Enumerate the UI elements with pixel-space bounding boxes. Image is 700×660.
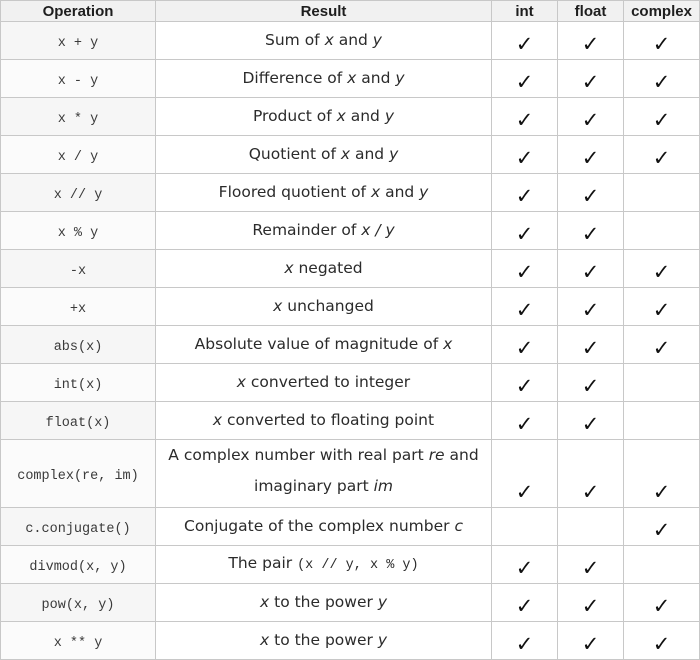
table-row [1, 212, 700, 250]
check-icon: ✓ [581, 594, 600, 618]
float-support-cell [558, 174, 624, 212]
float-support-cell [558, 60, 624, 98]
float-support-cell [558, 402, 624, 440]
table-row [1, 60, 700, 98]
check-icon: ✓ [581, 374, 600, 398]
result-cell: Difference of x and y [156, 60, 492, 98]
result-cell: x to the power y [156, 622, 492, 660]
operation-cell: -x [1, 250, 156, 288]
complex-support-cell [624, 250, 700, 288]
operation-cell: x % y [1, 212, 156, 250]
complex-support-cell [624, 622, 700, 660]
check-icon: ✓ [652, 518, 671, 542]
header-int: int [492, 1, 558, 22]
check-icon: ✓ [652, 298, 671, 322]
operation-cell: x / y [1, 136, 156, 174]
result-cell: Floored quotient of x and y [156, 174, 492, 212]
float-support-cell [558, 98, 624, 136]
float-support-cell [558, 546, 624, 584]
complex-support-cell [624, 546, 700, 584]
result-cell: The pair (x // y, x % y) [156, 546, 492, 584]
check-icon: ✓ [581, 146, 600, 170]
check-icon: ✓ [515, 556, 534, 580]
int-support-cell [492, 288, 558, 326]
complex-support-cell [624, 402, 700, 440]
result-cell: x unchanged [156, 288, 492, 326]
check-icon: ✓ [515, 336, 534, 360]
result-cell: Remainder of x / y [156, 212, 492, 250]
check-icon: ✓ [652, 108, 671, 132]
check-icon: ✓ [652, 480, 671, 504]
float-support-cell [558, 326, 624, 364]
check-icon: ✓ [581, 480, 600, 504]
table-row [1, 364, 700, 402]
complex-support-cell [624, 60, 700, 98]
complex-support-cell [624, 136, 700, 174]
header-float: float [558, 1, 624, 22]
result-cell: A complex number with real part re and imaginary part im [156, 440, 492, 508]
table-row [1, 402, 700, 440]
check-icon: ✓ [652, 70, 671, 94]
result-cell: Absolute value of magnitude of x [156, 326, 492, 364]
float-support-cell [558, 508, 624, 546]
check-icon: ✓ [515, 108, 534, 132]
check-icon: ✓ [581, 70, 600, 94]
operation-cell: x - y [1, 60, 156, 98]
float-support-cell [558, 440, 624, 508]
result-cell: x converted to integer [156, 364, 492, 402]
int-support-cell [492, 136, 558, 174]
int-support-cell [492, 622, 558, 660]
table-row [1, 136, 700, 174]
check-icon: ✓ [581, 336, 600, 360]
float-support-cell [558, 364, 624, 402]
check-icon: ✓ [652, 32, 671, 56]
check-icon: ✓ [652, 146, 671, 170]
float-support-cell [558, 136, 624, 174]
float-support-cell [558, 584, 624, 622]
table-row [1, 22, 700, 60]
check-icon: ✓ [515, 412, 534, 436]
check-icon: ✓ [581, 184, 600, 208]
header-operation: Operation [1, 1, 156, 22]
float-support-cell [558, 22, 624, 60]
int-support-cell [492, 440, 558, 508]
complex-support-cell [624, 508, 700, 546]
operation-cell: float(x) [1, 402, 156, 440]
result-cell: x converted to floating point [156, 402, 492, 440]
int-support-cell [492, 174, 558, 212]
operation-cell: complex(re, im) [1, 440, 156, 508]
int-support-cell [492, 250, 558, 288]
complex-support-cell [624, 98, 700, 136]
check-icon: ✓ [515, 298, 534, 322]
operation-cell: x // y [1, 174, 156, 212]
operation-cell: x * y [1, 98, 156, 136]
table-row [1, 546, 700, 584]
table-row [1, 584, 700, 622]
check-icon: ✓ [515, 146, 534, 170]
complex-support-cell [624, 174, 700, 212]
result-cell: x to the power y [156, 584, 492, 622]
table-row [1, 250, 700, 288]
check-icon: ✓ [515, 632, 534, 656]
table-row [1, 174, 700, 212]
check-icon: ✓ [581, 556, 600, 580]
operation-cell: c.conjugate() [1, 508, 156, 546]
int-support-cell [492, 584, 558, 622]
check-icon: ✓ [581, 222, 600, 246]
int-support-cell [492, 508, 558, 546]
int-support-cell [492, 546, 558, 584]
float-support-cell [558, 288, 624, 326]
check-icon: ✓ [515, 260, 534, 284]
check-icon: ✓ [515, 594, 534, 618]
complex-support-cell [624, 22, 700, 60]
table-row [1, 288, 700, 326]
check-icon: ✓ [515, 32, 534, 56]
check-icon: ✓ [581, 108, 600, 132]
result-cell: Product of x and y [156, 98, 492, 136]
table-row [1, 98, 700, 136]
table-row [1, 326, 700, 364]
operation-cell: int(x) [1, 364, 156, 402]
complex-support-cell [624, 440, 700, 508]
complex-support-cell [624, 288, 700, 326]
operation-cell: pow(x, y) [1, 584, 156, 622]
check-icon: ✓ [581, 260, 600, 284]
int-support-cell [492, 98, 558, 136]
result-cell: Sum of x and y [156, 22, 492, 60]
check-icon: ✓ [515, 374, 534, 398]
table-row [1, 508, 700, 546]
check-icon: ✓ [581, 412, 600, 436]
check-icon: ✓ [652, 260, 671, 284]
operation-cell: x ** y [1, 622, 156, 660]
int-support-cell [492, 22, 558, 60]
check-icon: ✓ [652, 336, 671, 360]
float-support-cell [558, 250, 624, 288]
header-row [1, 1, 700, 22]
int-support-cell [492, 60, 558, 98]
result-cell: Conjugate of the complex number c [156, 508, 492, 546]
complex-support-cell [624, 212, 700, 250]
table-row [1, 622, 700, 660]
header-result: Result [156, 1, 492, 22]
check-icon: ✓ [515, 184, 534, 208]
table-body [1, 22, 700, 660]
check-icon: ✓ [652, 632, 671, 656]
int-support-cell [492, 402, 558, 440]
check-icon: ✓ [515, 70, 534, 94]
check-icon: ✓ [581, 632, 600, 656]
int-support-cell [492, 212, 558, 250]
float-support-cell [558, 622, 624, 660]
complex-support-cell [624, 326, 700, 364]
check-icon: ✓ [581, 298, 600, 322]
check-icon: ✓ [515, 222, 534, 246]
int-support-cell [492, 326, 558, 364]
int-support-cell [492, 364, 558, 402]
complex-support-cell [624, 584, 700, 622]
operation-cell: +x [1, 288, 156, 326]
float-support-cell [558, 212, 624, 250]
header-complex: complex [624, 1, 700, 22]
check-icon: ✓ [652, 594, 671, 618]
operation-cell: divmod(x, y) [1, 546, 156, 584]
operation-cell: abs(x) [1, 326, 156, 364]
result-cell: Quotient of x and y [156, 136, 492, 174]
table-row [1, 440, 700, 508]
operation-cell: x + y [1, 22, 156, 60]
result-cell: x negated [156, 250, 492, 288]
check-icon: ✓ [581, 32, 600, 56]
complex-support-cell [624, 364, 700, 402]
check-icon: ✓ [515, 480, 534, 504]
